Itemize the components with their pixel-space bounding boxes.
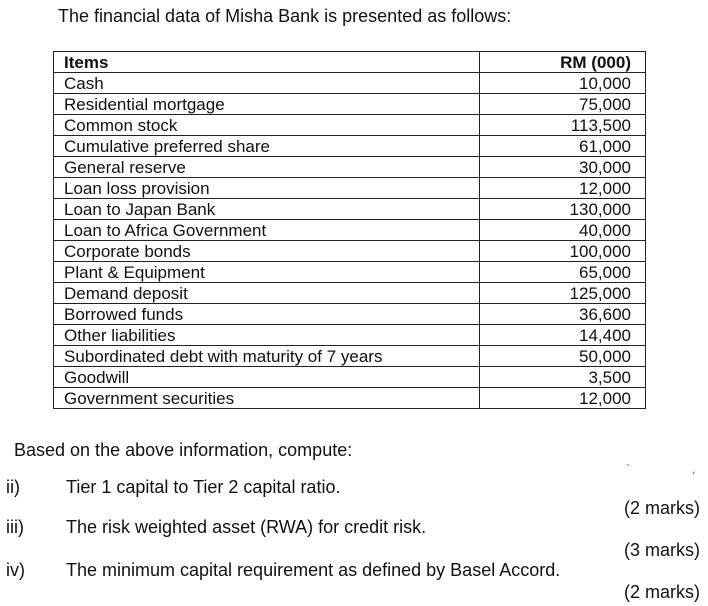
item-cell: Residential mortgage — [54, 94, 480, 115]
table-row — [54, 283, 646, 304]
question-text: Tier 1 capital to Tier 2 capital ratio. — [66, 477, 341, 497]
amount-cell: 75,000 — [480, 94, 646, 115]
amount-cell: 61,000 — [480, 136, 646, 157]
item-cell: Corporate bonds — [54, 241, 480, 262]
item-cell: Other liabilities — [54, 325, 480, 346]
table-header-row — [54, 52, 646, 73]
item-cell: Common stock — [54, 115, 480, 136]
item-cell: General reserve — [54, 157, 480, 178]
item-cell: Loan to Japan Bank — [54, 199, 480, 220]
table-row — [54, 262, 646, 283]
intro-text: The financial data of Misha Bank is presented as follows: — [58, 6, 512, 26]
amount-cell: 30,000 — [480, 157, 646, 178]
amount-cell: 113,500 — [480, 115, 646, 136]
question-number: iii) — [6, 517, 24, 537]
table-row — [54, 346, 646, 367]
amount-cell: 100,000 — [480, 241, 646, 262]
scan-mark: ` — [626, 462, 630, 476]
item-cell: Subordinated debt with maturity of 7 years — [54, 346, 480, 367]
table-row — [54, 241, 646, 262]
table-row — [54, 136, 646, 157]
question-number: ii) — [6, 477, 20, 497]
question-text: The risk weighted asset (RWA) for credit risk. — [66, 517, 427, 537]
item-cell: Cumulative preferred share — [54, 136, 480, 157]
table-row — [54, 388, 646, 409]
marks-label: (2 marks) — [624, 498, 700, 518]
amount-cell: 65,000 — [480, 262, 646, 283]
header-amount: RM (000) — [480, 52, 646, 73]
table-row — [54, 367, 646, 388]
table-row — [54, 178, 646, 199]
item-cell: Plant & Equipment — [54, 262, 480, 283]
table-row — [54, 115, 646, 136]
question-number: iv) — [6, 560, 25, 580]
table-row — [54, 73, 646, 94]
amount-cell: 125,000 — [480, 283, 646, 304]
table-row — [54, 325, 646, 346]
table-row — [54, 94, 646, 115]
scan-mark: , — [692, 462, 696, 476]
table-row — [54, 199, 646, 220]
financial-data-table — [53, 51, 646, 409]
amount-cell: 3,500 — [480, 367, 646, 388]
table-row — [54, 157, 646, 178]
amount-cell: 14,400 — [480, 325, 646, 346]
item-cell: Government securities — [54, 388, 480, 409]
table-row — [54, 304, 646, 325]
amount-cell: 40,000 — [480, 220, 646, 241]
marks-label: (2 marks) — [624, 582, 700, 602]
marks-label: (3 marks) — [624, 540, 700, 560]
item-cell: Borrowed funds — [54, 304, 480, 325]
amount-cell: 36,600 — [480, 304, 646, 325]
item-cell: Loan to Africa Government — [54, 220, 480, 241]
amount-cell: 10,000 — [480, 73, 646, 94]
amount-cell: 12,000 — [480, 178, 646, 199]
item-cell: Loan loss provision — [54, 178, 480, 199]
table-row — [54, 220, 646, 241]
item-cell: Goodwill — [54, 367, 480, 388]
item-cell: Cash — [54, 73, 480, 94]
amount-cell: 50,000 — [480, 346, 646, 367]
header-items: Items — [54, 52, 480, 73]
question-text: The minimum capital requirement as defined by Basel Accord. — [66, 560, 561, 580]
amount-cell: 130,000 — [480, 199, 646, 220]
instruction-text: Based on the above information, compute: — [14, 440, 353, 460]
item-cell: Demand deposit — [54, 283, 480, 304]
amount-cell: 12,000 — [480, 388, 646, 409]
